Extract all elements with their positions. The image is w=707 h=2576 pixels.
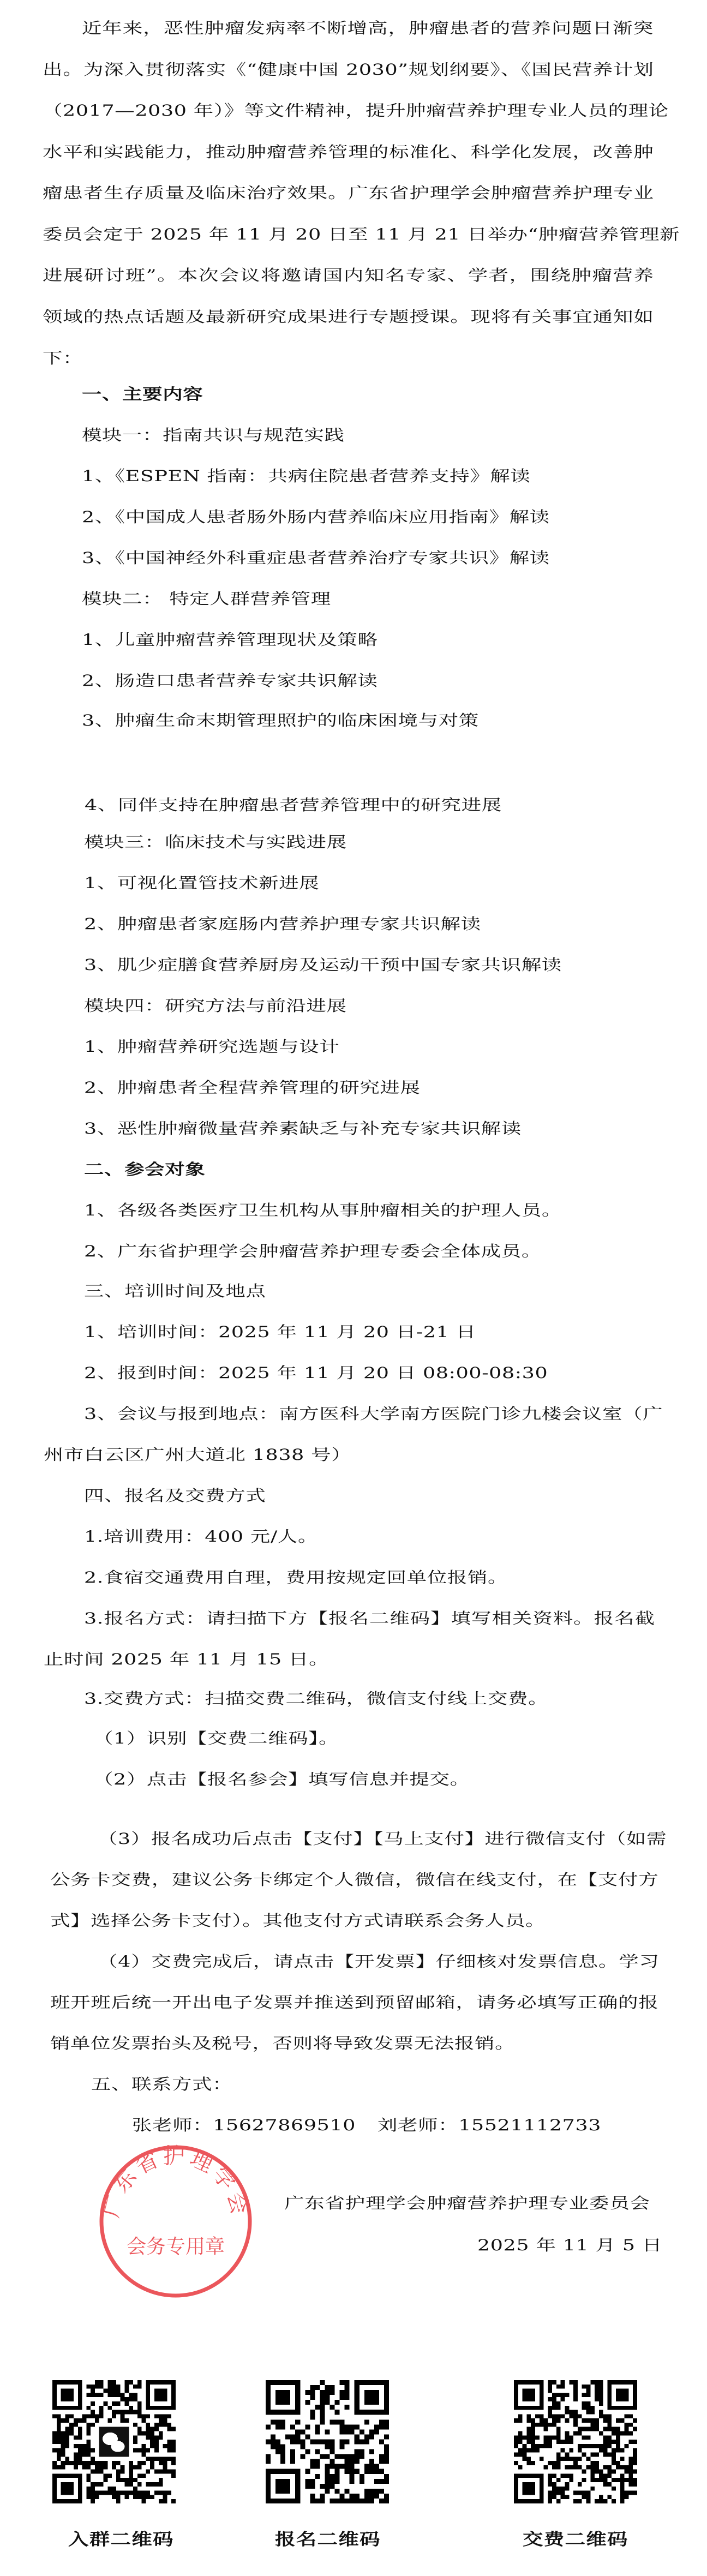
venue: 州市白云区广州大道北 1838 号） — [44, 1446, 352, 1464]
intro-line: 委员会定于 2025 年 11 月 20 日至 11 月 21 日举办“肿瘤营养管理新 — [43, 225, 680, 243]
training-time: 1、培训时间：2025 年 11 月 20 日-21 日 — [84, 1323, 476, 1341]
payment-qr-code[interactable] — [514, 2379, 637, 2505]
intro-line: 出。为深入贯彻落实《“健康中国 2030”规划纲要》、《国民营养计划 — [43, 61, 654, 79]
invoice-step: 班开班后统一开出电子发票并推送到预留邮箱，请务必填写正确的报 — [50, 1993, 659, 2011]
intro-line: 水平和实践能力，推动肿瘤营养管理的标准化、科学化发展，改善肿 — [43, 143, 654, 161]
section-heading: 三、培训时间及地点 — [84, 1282, 266, 1300]
list-item: 2、《中国成人患者肠外肠内营养临床应用指南》解读 — [82, 508, 550, 526]
payment-qr-label: 交费二维码 — [523, 2530, 628, 2549]
register-qr-label: 报名二维码 — [275, 2530, 381, 2549]
svg-text:广东省护理学会 — [99, 2144, 253, 2220]
list-item: 1、可视化置管技术新进展 — [84, 874, 320, 892]
list-item: 2、肿瘤患者家庭肠内营养护理专家共识解读 — [84, 915, 481, 933]
signature-org: 广东省护理学会肿瘤营养护理专业委员会 — [284, 2194, 650, 2212]
list-item: 3、肌少症膳食营养厨房及运动干预中国专家共识解读 — [84, 956, 562, 974]
list-item: 2、肿瘤患者全程营养管理的研究进展 — [84, 1079, 421, 1097]
intro-line: （2017—2030 年）》等文件精神，提升肿瘤营养护理专业人员的理论 — [43, 101, 669, 119]
list-item: 4、同伴支持在肿瘤患者营养管理中的研究进展 — [85, 796, 502, 814]
list-item: 3、肿瘤生命末期管理照护的临床困境与对策 — [82, 711, 479, 729]
intro-line: 领域的热点话题及最新研究成果进行专题授课。现将有关事宜通知如 — [43, 308, 654, 326]
invoice-step: （4）交费完成后，请点击【开发票】仔细核对发票信息。学习 — [98, 1952, 660, 1970]
expenses-note: 2.食宿交通费用自理，费用按规定回单位报销。 — [84, 1568, 508, 1586]
list-item: 1、《ESPEN 指南：共病住院患者营养支持》解读 — [82, 467, 531, 485]
venue: 3、会议与报到地点：南方医科大学南方医院门诊九楼会议室（广 — [84, 1405, 663, 1423]
list-item: 1、肿瘤营养研究选题与设计 — [84, 1038, 340, 1056]
official-seal — [98, 2144, 253, 2299]
module-title: 模块二： 特定人群营养管理 — [82, 590, 331, 608]
module-title: 模块四：研究方法与前沿进展 — [84, 997, 347, 1015]
signature-date: 2025 年 11 月 5 日 — [477, 2236, 662, 2254]
seal-center-text: 会务专用章 — [126, 2236, 225, 2258]
section-heading: 五、联系方式： — [91, 2075, 233, 2093]
payment-step: （3）报名成功后点击【支付】【马上支付】进行微信支付（如需 — [98, 1830, 667, 1848]
intro-line: 进展研讨班”。本次会议将邀请国内知名专家、学者，围绕肿瘤营养 — [43, 266, 654, 284]
list-item: 3、恶性肿瘤微量营养素缺乏与补充专家共识解读 — [84, 1119, 522, 1137]
list-item: 1、各级各类医疗卫生机构从事肿瘤相关的护理人员。 — [84, 1201, 562, 1219]
list-item: 2、肠造口患者营养专家共识解读 — [82, 672, 378, 690]
group-qr-code[interactable] — [52, 2379, 176, 2505]
contact-liu: 刘老师：15521112733 — [378, 2116, 602, 2134]
training-fee: 1.培训费用：400 元/人。 — [84, 1527, 318, 1545]
module-title: 模块一：指南共识与规范实践 — [82, 426, 345, 444]
list-item: 3、《中国神经外科重症患者营养治疗专家共识》解读 — [82, 549, 550, 567]
register-qr-code[interactable] — [266, 2379, 389, 2505]
payment-method: 3.交费方式：扫描交费二维码，微信支付线上交费。 — [84, 1690, 549, 1708]
module-title: 模块三：临床技术与实践进展 — [84, 833, 347, 851]
list-item: 2、广东省护理学会肿瘤营养护理专委会全体成员。 — [84, 1242, 542, 1260]
register-method: 止时间 2025 年 11 月 15 日。 — [44, 1650, 329, 1668]
contact-zhang: 张老师：15627869510 — [132, 2116, 356, 2134]
intro-line: 瘤患者生存质量及临床治疗效果。广东省护理学会肿瘤营养护理专业 — [43, 184, 654, 202]
section-heading: 四、报名及交费方式 — [84, 1487, 266, 1505]
group-qr-label: 入群二维码 — [68, 2530, 174, 2549]
section-heading: 一、主要内容 — [82, 385, 203, 403]
intro-line: 下： — [43, 349, 83, 367]
payment-step: 公务卡交费，建议公务卡绑定个人微信，微信在线支付，在【支付方 — [50, 1871, 659, 1889]
seal-arc-text: 广东省护理学会 — [98, 2144, 253, 2220]
payment-step: （2）点击【报名参会】填写信息并提交。 — [93, 1770, 470, 1788]
checkin-time: 2、报到时间：2025 年 11 月 20 日 08:00-08:30 — [84, 1364, 548, 1382]
section-heading: 二、参会对象 — [84, 1160, 206, 1178]
payment-step: （1）识别【交费二维码】。 — [93, 1729, 339, 1747]
invoice-step: 销单位发票抬头及税号，否则将导致发票无法报销。 — [50, 2034, 516, 2052]
list-item: 1、儿童肿瘤营养管理现状及策略 — [82, 631, 378, 649]
intro-line: 近年来，恶性肿瘤发病率不断增高，肿瘤患者的营养问题日渐突 — [82, 19, 654, 37]
payment-step: 式】选择公务卡支付）。其他支付方式请联系会务人员。 — [50, 1912, 546, 1930]
register-method: 3.报名方式：请扫描下方【报名二维码】填写相关资料。报名截 — [84, 1609, 655, 1627]
